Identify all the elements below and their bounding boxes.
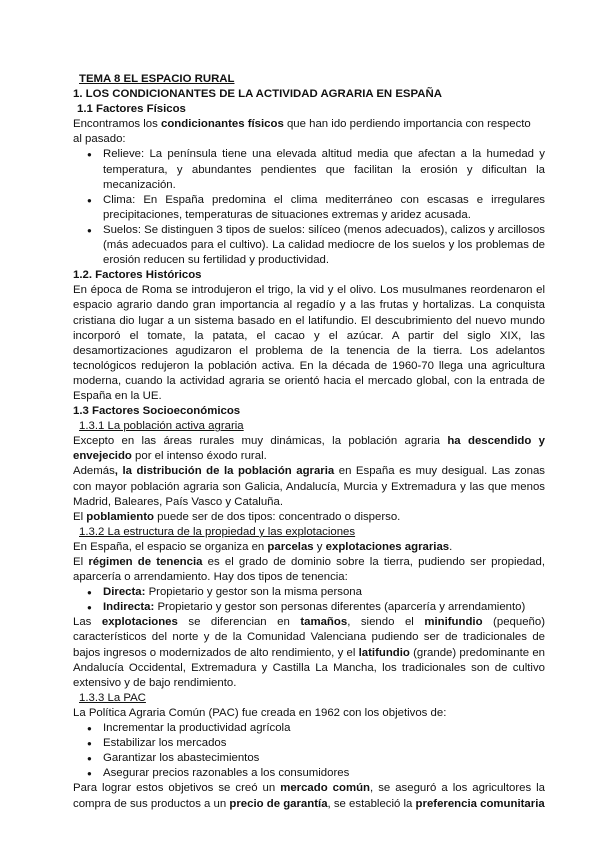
section-1-3-1-heading: 1.3.1 La población activa agraria	[79, 420, 244, 433]
paragraph: Las explotaciones se diferencian en tamaños, siendo el minifundio (pequeño) característicos del norte y de la Comunidad Valenciana pudiendo ser de tradicionales de bajos ingresos o modernizados de alto rendimiento, y el latifundio (grande) predominante en Andalucía Occidental, Extremadura y Castilla La Mancha, los tradicionales son de cultivo extensivo y de bajo rendimiento.	[73, 616, 545, 689]
section-1-3-3-heading: 1.3.3 La PAC	[79, 691, 146, 704]
paragraph: El poblamiento puede ser de dos tipos: concentrado o disperso.	[73, 510, 401, 523]
list-item: ● Indirecta: Propietario y gestor son personas diferentes (aparcería y arrendamiento)	[103, 600, 545, 615]
list-item: ● Asegurar precios razonables a los consumidores	[103, 766, 545, 781]
document-page	[73, 72, 545, 812]
paragraph: La Política Agraria Común (PAC) fue creada en 1962 con los objetivos de:	[73, 706, 447, 719]
factores-fisicos-list	[73, 147, 545, 268]
paragraph: Para lograr estos objetivos se creó un mercado común, se aseguró a los agricultores la compra de sus productos a un precio de garantía, se estableció la preferencia comunitaria	[73, 782, 546, 810]
document-title: TEMA 8 EL ESPACIO RURAL	[79, 73, 235, 85]
list-item: ● Directa: Propietario y gestor son la misma persona	[103, 585, 545, 600]
section-1-3-2-heading: 1.3.2 La estructura de la propiedad y las explotaciones	[79, 525, 356, 538]
section-1-3-heading: 1.3 Factores Socioeconómicos	[73, 405, 241, 418]
pac-objetivos-list	[73, 721, 545, 781]
section-1-2-heading: 1.2. Factores Históricos	[73, 269, 202, 282]
paragraph: Excepto en las áreas rurales muy dinámicas, la población agraria ha descendido y envejecido por el intenso éxodo rural.	[73, 435, 545, 463]
list-item: ● Garantizar los abastecimientos	[103, 751, 545, 766]
list-item: ● Estabilizar los mercados	[103, 736, 545, 751]
paragraph: El régimen de tenencia es el grado de dominio sobre la tierra, pudiendo ser propiedad, aparcería o arrendamiento. Hay dos tipos de tenencia:	[73, 556, 546, 584]
list-item: ● Suelos: Se distinguen 3 tipos de suelos: silíceo (menos adecuados), calizos y arcillosos (más adecuados para el cultivo). La calidad mediocre de los suelos y los problemas de erosión reducen su fertilidad y productividad.	[103, 223, 545, 268]
list-item: ● Relieve: La península tiene una elevada altitud media que afectan a la humedad y temperatura, y abundantes pendientes que facilitan la erosión y dificultan la mecanización.	[103, 147, 545, 192]
list-item: ● Incrementar la productividad agrícola	[103, 721, 545, 736]
paragraph: En España, el espacio se organiza en parcelas y explotaciones agrarias.	[73, 540, 453, 553]
section-1-1-intro: Encontramos los condicionantes físicos que han ido perdiendo importancia con respecto al pasado:	[73, 118, 531, 146]
section-1-2-text: En época de Roma se introdujeron el trigo, la vid y el olivo. Los musulmanes reordenaron el espacio agrario dando gran importancia al regadío y a las frutas y hortalizas. La conquista cristiana dio lugar a un sistema basado en el latifundio. El descubrimiento del nuevo mundo incorporó el tomate, la patata, el cacao y el azúcar. A partir del siglo XIX, las desamortizaciones agudizaron el problema de la tenencia de la tierra. Los adelantos tecnológicos redujeron la población activa. En la década de 1960-70 llega una agricultura moderna, cuando la actividad agraria se orientó hacia el mercado global, con la entrada de España en la UE.	[73, 284, 545, 402]
tenencia-list	[73, 585, 545, 615]
section-1-heading: 1. LOS CONDICIONANTES DE LA ACTIVIDAD AGRARIA EN ESPAÑA	[73, 88, 442, 101]
section-1-1-heading: 1.1 Factores Físicos	[77, 103, 186, 116]
paragraph: Además, la distribución de la población agraria en España es muy desigual. Las zonas con mayor población agraria son Galicia, Andalucía, Murcia y Extremadura y las que menos Madrid, Baleares, País Vasco y Cataluña.	[73, 465, 545, 508]
list-item: ● Clima: En España predomina el clima mediterráneo con escasas e irregulares precipitaciones, temperaturas de situaciones extremas y aridez acusada.	[103, 193, 545, 223]
